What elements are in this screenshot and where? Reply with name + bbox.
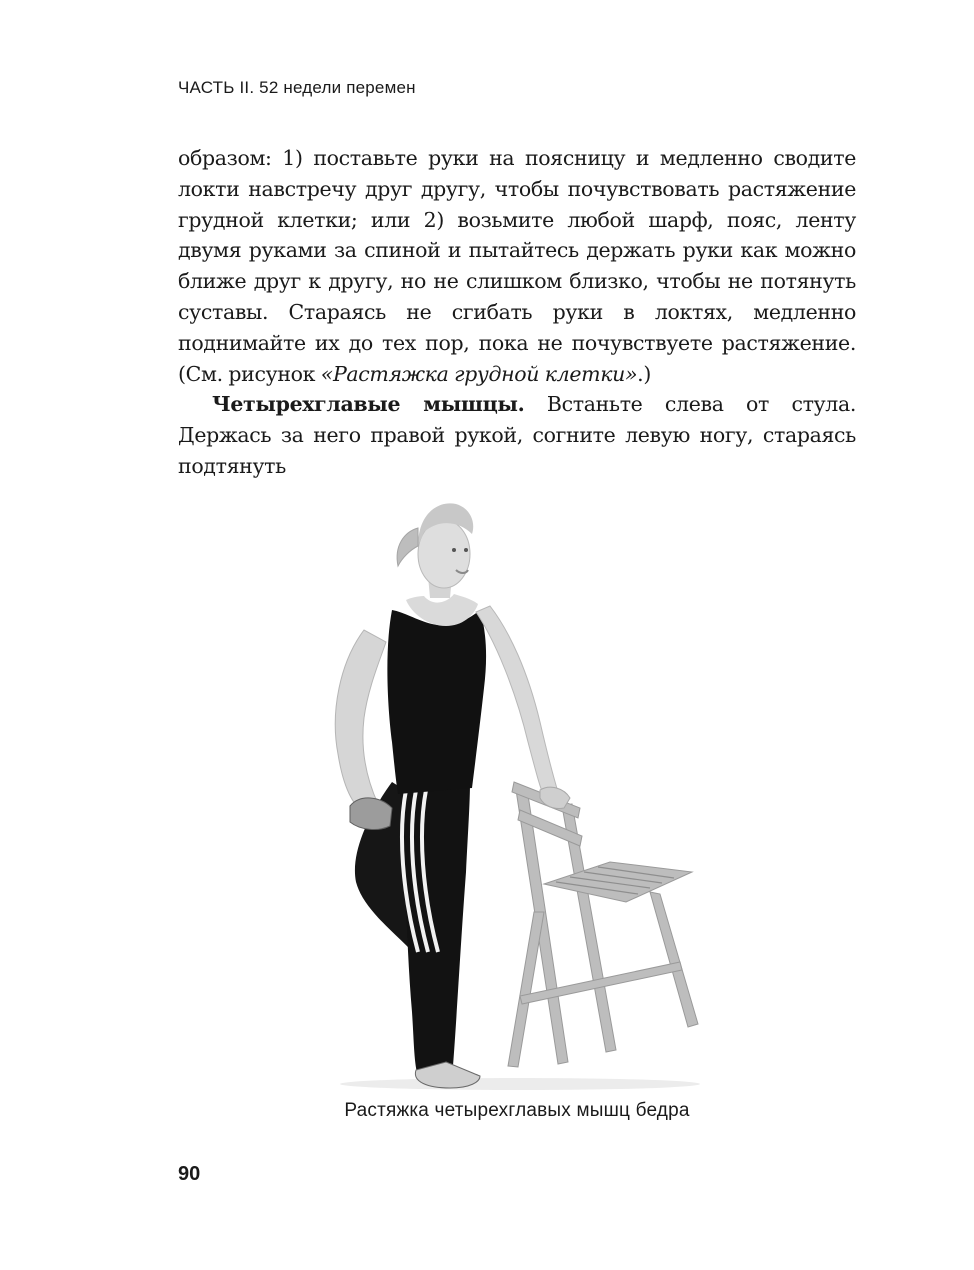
- figure-caption: Растяжка четырехглавых мышц бедра: [344, 1100, 690, 1121]
- stretch-photo: [320, 492, 710, 1092]
- running-head: ЧАСТЬ II. 52 недели перемен: [178, 78, 416, 97]
- paragraph-1-end: .): [637, 361, 651, 386]
- paragraph-2: [178, 389, 856, 481]
- figure-reference: «Растяжка грудной клетки»: [320, 361, 638, 386]
- woman-stretching-icon: [320, 492, 710, 1092]
- page-number: 90: [178, 1163, 201, 1185]
- body-text: [178, 143, 856, 482]
- paragraph-1: [178, 143, 856, 389]
- paragraph-2-text: Встаньте слева от стула. Держась за него правой рукой, согните левую ногу, стараясь подтянуть: [178, 392, 857, 478]
- paragraph-1-text: образом: 1) поставьте руки на поясницу и медленно сводите локти навстречу друг другу, чтобы почувствовать растяжение грудной клетки; или 2) возьмите любой шарф, пояс, ленту двумя руками за спиной и пытайтесь держать руки как можно ближе друг к другу, но не слишком близко, чтобы не потянуть суставы. Стараясь не сгибать руки в локтях, медленно поднимайте их до тех пор, пока не почувствуете растяжение. (См. рисунок: [178, 146, 856, 386]
- paragraph-2-lead: Четырехглавые мышцы.: [212, 392, 525, 417]
